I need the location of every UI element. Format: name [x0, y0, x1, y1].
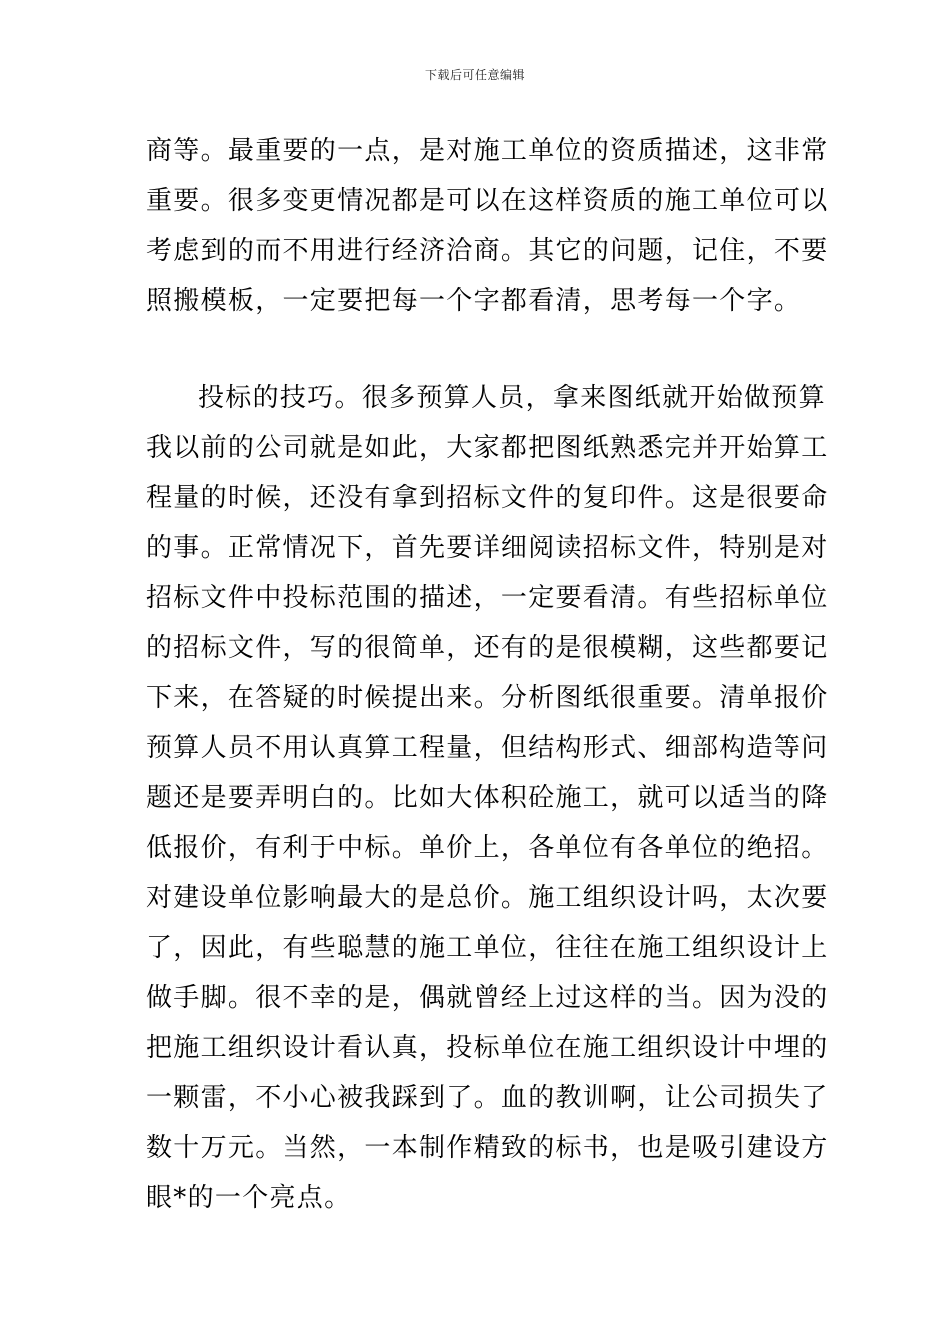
paragraph-line: 题还是要弄明白的。比如大体积砼施工，就可以适当的降 — [146, 783, 829, 813]
paragraph-line: 眼*的一个亮点。 — [146, 1183, 352, 1213]
paragraph-line: 把施工组织设计看认真，投标单位在施工组织设计中埋的 — [146, 1033, 829, 1063]
header-note: 下载后可任意编辑 — [424, 68, 525, 82]
paragraph-line: 下来，在答疑的时候提出来。分析图纸很重要。清单报价 — [146, 683, 829, 713]
paragraph-line: 数十万元。当然，一本制作精致的标书，也是吸引建设方 — [146, 1133, 829, 1163]
paragraph-line: 重要。很多变更情况都是可以在这样资质的施工单位可以 — [146, 186, 829, 216]
paragraph-line: 了，因此，有些聪慧的施工单位，往往在施工组织设计上 — [146, 933, 829, 963]
paragraph-line: 程量的时候，还没有拿到招标文件的复印件。这是很要命 — [146, 483, 829, 513]
paragraph-line: 投标的技巧。很多预算人员，拿来图纸就开始做预算 — [198, 383, 826, 413]
paragraph-line: 对建设单位影响最大的是总价。施工组织设计吗，太次要 — [146, 883, 829, 913]
paragraph-line: 商等。最重要的一点，是对施工单位的资质描述，这非常 — [146, 136, 829, 166]
paragraph-line: 的招标文件，写的很简单，还有的是很模糊，这些都要记 — [146, 633, 829, 663]
paragraph-line: 做手脚。很不幸的是，偶就曾经上过这样的当。因为没的 — [146, 983, 829, 1013]
paragraph-line: 的事。正常情况下，首先要详细阅读招标文件，特别是对 — [146, 533, 829, 563]
paragraph-1 — [146, 126, 829, 326]
paragraph-line: 我以前的公司就是如此，大家都把图纸熟悉完并开始算工 — [146, 433, 829, 463]
paragraph-line: 一颗雷，不小心被我踩到了。血的教训啊，让公司损失了 — [146, 1083, 829, 1113]
paragraph-line: 招标文件中投标范围的描述，一定要看清。有些招标单位 — [146, 583, 829, 613]
paragraph-2 — [146, 373, 829, 1223]
paragraph-line: 低报价，有利于中标。单价上，各单位有各单位的绝招。 — [146, 833, 829, 863]
paragraph-line: 预算人员不用认真算工程量，但结构形式、细部构造等问 — [146, 733, 829, 763]
paragraph-line: 考虑到的而不用进行经济洽商。其它的问题，记住，不要 — [146, 236, 829, 266]
paragraph-line: 照搬模板，一定要把每一个字都看清，思考每一个字。 — [146, 286, 802, 316]
